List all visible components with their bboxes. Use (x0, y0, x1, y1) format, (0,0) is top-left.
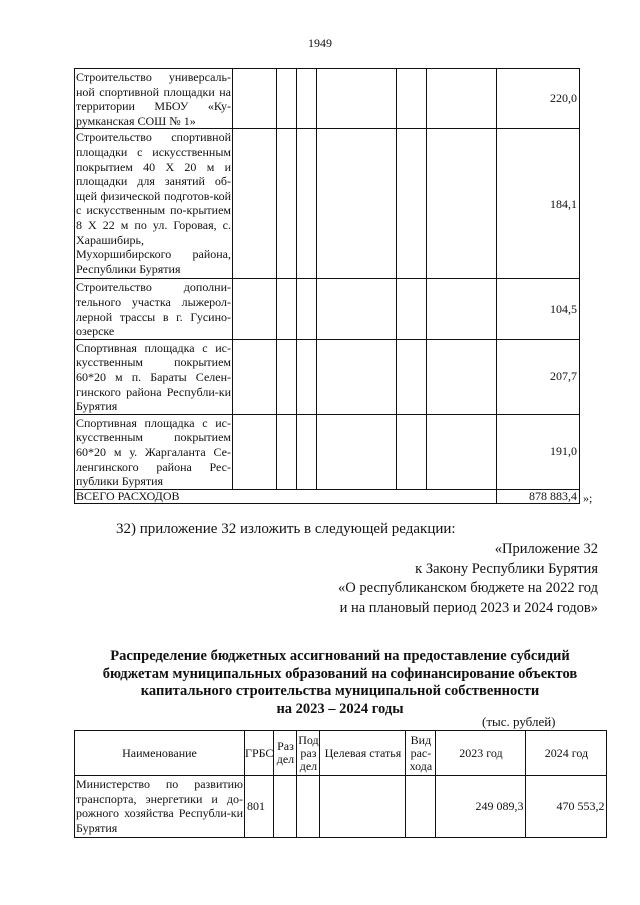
item-32-text: 32) приложение 32 изложить в следующей редакции: (116, 521, 456, 537)
row-razdel (274, 776, 297, 838)
row-name: Спортивная площадка с ис-кусственным покрытием 60*20 м у. Жаргаланта Се-ленгинского района Рес-публики Бурятия (76, 415, 231, 489)
header-row (75, 731, 607, 776)
header-razdel: Раз дел (274, 731, 297, 776)
appendix-line: «О республиканском бюджете на 2022 год (338, 580, 598, 596)
total-row (75, 489, 580, 503)
title-line: бюджетам муниципальных образований на софинансирование объектов (102, 665, 578, 682)
row-name: Министерство по развитию транспорта, энергетики и до-рожного хозяйства Республи-ки Бурятия (75, 776, 245, 838)
row-name: Строительство дополни-тельного участка лыжерол-лерной трассы в г. Гусино-озерске (76, 280, 231, 339)
header-target: Целевая статья (320, 731, 406, 776)
table-row (75, 339, 580, 414)
table-row (75, 69, 580, 129)
header-name: Наименование (75, 731, 245, 776)
row-amount: 220,0 (497, 69, 580, 129)
row-podrazdel (297, 776, 320, 838)
row-name: Спортивная площадка с ис-кусственным покрытием 60*20 м п. Бараты Селен-гинского района Республи-ки Бурятия (76, 340, 231, 414)
row-amount: 104,5 (497, 279, 580, 339)
header-podrazdel: Под раз дел (297, 731, 320, 776)
total-amount: 878 883,4 (497, 489, 580, 503)
total-suffix: »; (583, 491, 593, 505)
row-target (320, 776, 406, 838)
row-2024: 470 553,2 (526, 776, 607, 838)
section-title (60, 648, 620, 718)
units-label: (тыс. рублей) (482, 714, 556, 729)
row-2023: 249 089,3 (436, 776, 526, 838)
title-line: Распределение бюджетных ассигнований на предоставление субсидий (110, 648, 570, 664)
title-line: на 2023 – 2024 годы (276, 700, 404, 717)
row-expense-type (406, 776, 436, 838)
table-row (75, 776, 607, 838)
upper-table (74, 68, 580, 504)
header-2024: 2024 год (526, 731, 607, 776)
table-row (75, 129, 580, 279)
appendix-line: и на плановый период 2023 и 2024 годов» (339, 599, 598, 616)
page-number: 1949 (308, 36, 332, 50)
row-name: Строительство спортивной площадки с искусственным покрытием 40 Х 20 м и площадки для занятий об-щей физической подготов-кой с искусственным по-крытием 8 Х 22 м по ул. Горовая, с. Харашибирь, Мухоршибирского района, Республики Бурятия (75, 129, 233, 279)
lower-table (74, 730, 607, 838)
title-line: капитального строительства муниципальной собственности (140, 683, 540, 699)
row-amount: 191,0 (497, 414, 580, 489)
appendix-header (178, 540, 598, 618)
table-row (75, 414, 580, 489)
row-grbs: 801 (245, 776, 274, 838)
row-amount: 184,1 (497, 129, 580, 279)
table-row (75, 279, 580, 339)
row-amount: 207,7 (497, 339, 580, 414)
total-label: ВСЕГО РАСХОДОВ (75, 489, 497, 503)
row-name: Строительство универсаль-ной спортивной площадки на территории МБОУ «Ку-румканская СОШ № 1» (76, 70, 231, 128)
header-expense-type: Вид рас-хода (406, 731, 436, 776)
header-grbs: ГРБС (245, 731, 274, 776)
header-2023: 2023 год (436, 731, 526, 776)
appendix-line: «Приложение 32 (494, 541, 598, 557)
appendix-line: к Закону Республики Бурятия (415, 560, 598, 577)
